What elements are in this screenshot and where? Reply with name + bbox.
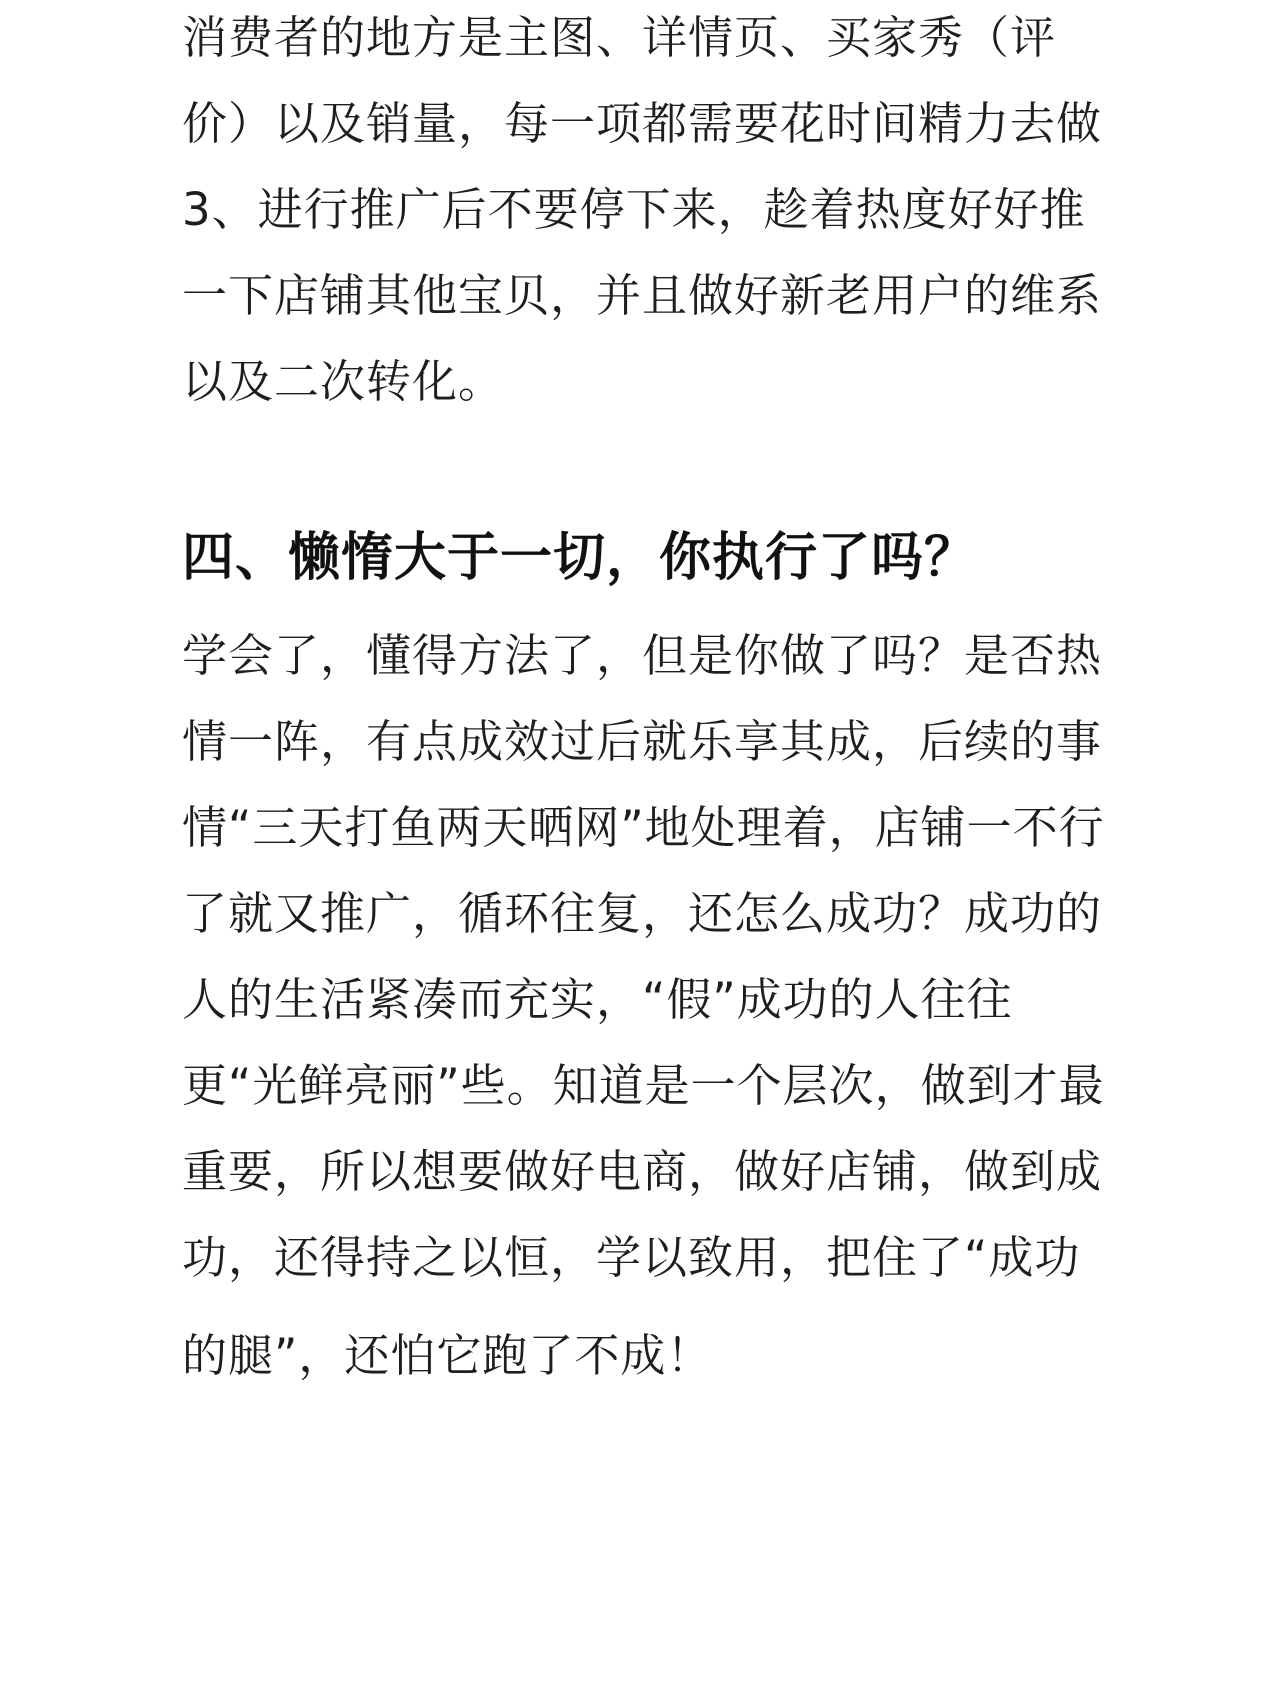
paragraph-line: 的腿”，还怕它跑了不成！ (182, 1329, 713, 1382)
paragraph-line: 功，还得持之以恒，学以致用，把住了“成功 (182, 1231, 1081, 1284)
paragraph-line: 人的生活紧凑而充实，“假”成功的人往往 (182, 973, 1013, 1026)
paragraph-line: 情“三天打鱼两天晒网”地处理着，店铺一不行 (182, 801, 1105, 854)
paragraph-line: 3、进行推广后不要停下来，趁着热度好好推 (182, 183, 1086, 236)
paragraph-line: 消费者的地方是主图、详情页、买家秀（评 (182, 11, 1057, 64)
paragraph-line: 学会了，懂得方法了，但是你做了吗？是否热 (182, 629, 1103, 682)
section-heading: 四、懒惰大于一切，你执行了吗？ (182, 528, 978, 588)
paragraph-line: 了就又推广，循环往复，还怎么成功？成功的 (182, 887, 1103, 940)
paragraph-line: 情一阵，有点成效过后就乐享其成，后续的事 (182, 715, 1103, 768)
paragraph-line: 重要，所以想要做好电商，做好店铺，做到成 (182, 1145, 1103, 1198)
paragraph-line: 一下店铺其他宝贝，并且做好新老用户的维系 (182, 269, 1103, 322)
paragraph-line: 价）以及销量，每一项都需要花时间精力去做 (182, 97, 1103, 150)
paragraph-line: 更“光鲜亮丽”些。知道是一个层次，做到才最 (182, 1059, 1105, 1112)
paragraph-line: 以及二次转化。 (182, 355, 505, 408)
